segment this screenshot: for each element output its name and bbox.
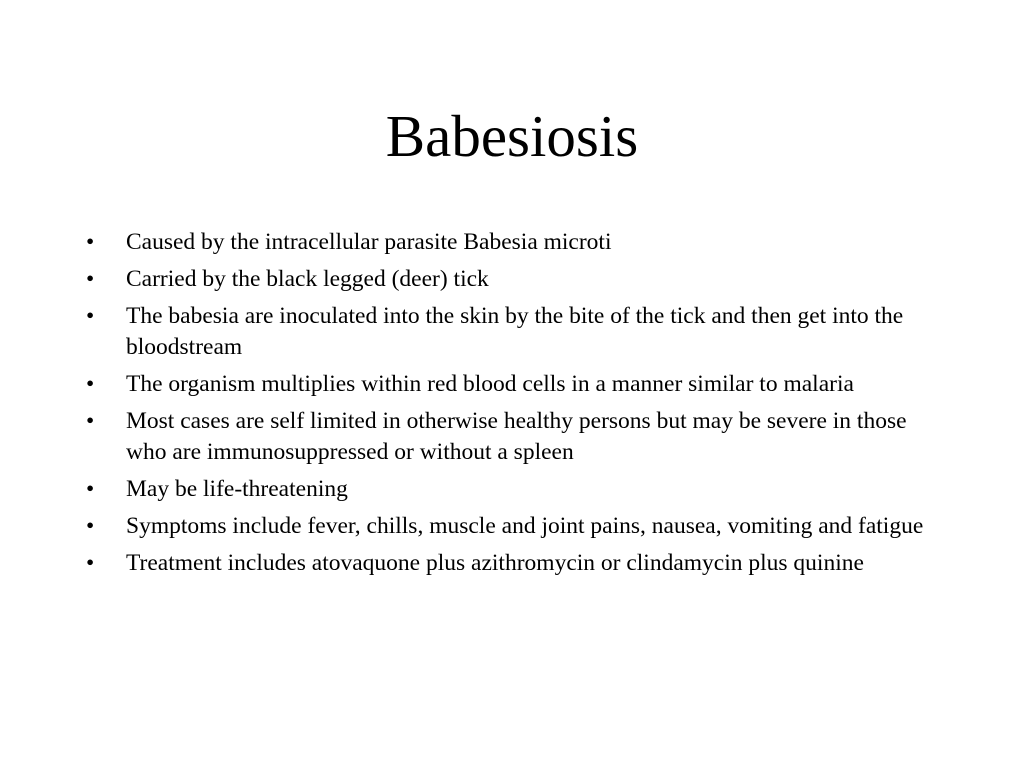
bullet-item: [86, 369, 946, 400]
bullet-item: [86, 301, 946, 363]
bullet-item: [86, 406, 946, 468]
bullet-text: Caused by the intracellular parasite Babesia microti: [126, 229, 612, 255]
bullet-text: The organism multiplies within red blood cells in a manner similar to malaria: [126, 371, 854, 397]
bullet-text: Treatment includes atovaquone plus azithromycin or clindamycin plus quinine: [126, 550, 864, 576]
slide-title: Babesiosis: [385, 103, 639, 169]
bullet-dot-icon: •: [86, 550, 95, 576]
bullet-dot-icon: •: [86, 266, 95, 292]
bullet-dot-icon: •: [86, 408, 95, 434]
bullet-text: Carried by the black legged (deer) tick: [126, 266, 489, 292]
bullet-item: [86, 511, 946, 542]
bullet-dot-icon: •: [86, 229, 95, 255]
bullet-list: [86, 227, 946, 585]
bullet-text: Most cases are self limited in otherwise healthy persons but may be severe in those who are immunosuppressed or without a spleen: [126, 408, 907, 465]
bullet-item: [86, 227, 946, 258]
bullet-dot-icon: •: [86, 303, 95, 329]
bullet-text: May be life-threatening: [126, 476, 348, 502]
bullet-item: [86, 264, 946, 295]
bullet-dot-icon: •: [86, 513, 95, 539]
bullet-text: The babesia are inoculated into the skin by the bite of the tick and then get into the bloodstream: [126, 303, 904, 360]
bullet-text: Symptoms include fever, chills, muscle and joint pains, nausea, vomiting and fatigue: [126, 513, 924, 539]
bullet-item: [86, 548, 946, 579]
bullet-item: [86, 474, 946, 505]
bullet-dot-icon: •: [86, 371, 95, 397]
bullet-dot-icon: •: [86, 476, 95, 502]
